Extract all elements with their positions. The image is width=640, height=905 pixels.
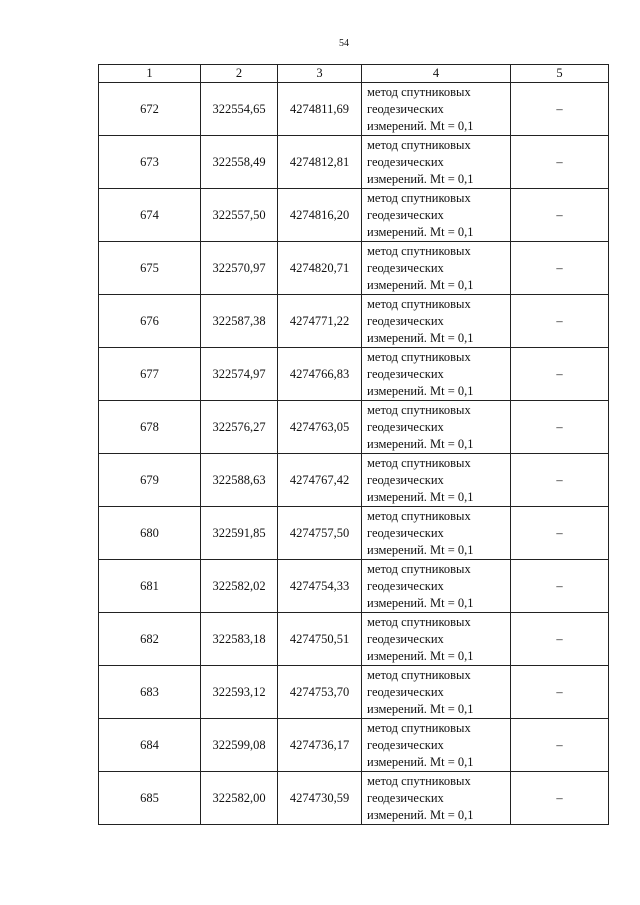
method-cell [362,83,511,136]
method-text-line: метод спутниковых [367,296,471,311]
method-text-line: измерений. Mt = 0,1 [367,754,474,769]
y-coordinate-cell: 4274816,20 [278,189,362,242]
note-cell: – [511,772,609,825]
x-coordinate-cell: 322599,08 [201,719,278,772]
method-text-line: геодезических [367,737,444,752]
x-coordinate-cell: 322557,50 [201,189,278,242]
method-cell [362,401,511,454]
method-text-line: метод спутниковых [367,84,471,99]
table-row [99,348,609,401]
method-cell [362,348,511,401]
method-cell [362,189,511,242]
method-text-line: метод спутниковых [367,773,471,788]
note-cell: – [511,560,609,613]
x-coordinate-cell: 322582,02 [201,560,278,613]
method-text-line: измерений. Mt = 0,1 [367,330,474,345]
method-text-line: геодезических [367,154,444,169]
table-row [99,666,609,719]
method-text-line: измерений. Mt = 0,1 [367,171,474,186]
page-number: 54 [339,38,349,49]
method-cell [362,666,511,719]
table-header-row [99,65,609,83]
method-text-line: измерений. Mt = 0,1 [367,648,474,663]
method-text-line: метод спутниковых [367,402,471,417]
note-cell: – [511,454,609,507]
method-text-line: геодезических [367,472,444,487]
method-cell [362,507,511,560]
point-number-cell: 684 [99,719,201,772]
method-cell [362,136,511,189]
x-coordinate-cell: 322582,00 [201,772,278,825]
y-coordinate-cell: 4274763,05 [278,401,362,454]
method-text-line: метод спутниковых [367,137,471,152]
method-text-line: измерений. Mt = 0,1 [367,224,474,239]
y-coordinate-cell: 4274811,69 [278,83,362,136]
x-coordinate-cell: 322593,12 [201,666,278,719]
column-header: 4 [362,65,511,83]
point-number-cell: 673 [99,136,201,189]
method-text-line: измерений. Mt = 0,1 [367,383,474,398]
method-text-line: метод спутниковых [367,561,471,576]
method-text-line: измерений. Mt = 0,1 [367,277,474,292]
column-header: 1 [99,65,201,83]
method-text-line: геодезических [367,525,444,540]
method-text-line: метод спутниковых [367,190,471,205]
point-number-cell: 675 [99,242,201,295]
note-cell: – [511,348,609,401]
method-text-line: геодезических [367,578,444,593]
method-text-line: геодезических [367,631,444,646]
y-coordinate-cell: 4274767,42 [278,454,362,507]
method-text-line: метод спутниковых [367,243,471,258]
method-cell [362,242,511,295]
y-coordinate-cell: 4274754,33 [278,560,362,613]
column-header: 5 [511,65,609,83]
method-text-line: измерений. Mt = 0,1 [367,595,474,610]
note-cell: – [511,295,609,348]
note-cell: – [511,189,609,242]
point-number-cell: 678 [99,401,201,454]
method-text-line: метод спутниковых [367,720,471,735]
y-coordinate-cell: 4274753,70 [278,666,362,719]
x-coordinate-cell: 322588,63 [201,454,278,507]
point-number-cell: 680 [99,507,201,560]
x-coordinate-cell: 322576,27 [201,401,278,454]
table-row [99,83,609,136]
point-number-cell: 674 [99,189,201,242]
method-text-line: измерений. Mt = 0,1 [367,489,474,504]
table-row [99,772,609,825]
y-coordinate-cell: 4274736,17 [278,719,362,772]
table-row [99,242,609,295]
note-cell: – [511,136,609,189]
note-cell: – [511,401,609,454]
note-cell: – [511,613,609,666]
method-cell [362,719,511,772]
point-number-cell: 685 [99,772,201,825]
method-text-line: метод спутниковых [367,667,471,682]
point-number-cell: 676 [99,295,201,348]
method-text-line: измерений. Mt = 0,1 [367,807,474,822]
method-text-line: измерений. Mt = 0,1 [367,436,474,451]
method-text-line: геодезических [367,419,444,434]
note-cell: – [511,507,609,560]
y-coordinate-cell: 4274812,81 [278,136,362,189]
note-cell: – [511,719,609,772]
y-coordinate-cell: 4274730,59 [278,772,362,825]
method-text-line: геодезических [367,790,444,805]
x-coordinate-cell: 322583,18 [201,613,278,666]
x-coordinate-cell: 322587,38 [201,295,278,348]
x-coordinate-cell: 322574,97 [201,348,278,401]
method-cell [362,454,511,507]
method-text-line: измерений. Mt = 0,1 [367,118,474,133]
column-header: 3 [278,65,362,83]
x-coordinate-cell: 322558,49 [201,136,278,189]
method-text-line: метод спутниковых [367,614,471,629]
y-coordinate-cell: 4274820,71 [278,242,362,295]
table-row [99,560,609,613]
method-text-line: геодезических [367,684,444,699]
method-text-line: геодезических [367,313,444,328]
table-row [99,454,609,507]
table-row [99,719,609,772]
method-text-line: геодезических [367,260,444,275]
y-coordinate-cell: 4274771,22 [278,295,362,348]
point-number-cell: 679 [99,454,201,507]
table-row [99,189,609,242]
method-text-line: геодезических [367,101,444,116]
point-number-cell: 682 [99,613,201,666]
y-coordinate-cell: 4274757,50 [278,507,362,560]
column-header: 2 [201,65,278,83]
method-cell [362,613,511,666]
method-text-line: измерений. Mt = 0,1 [367,542,474,557]
y-coordinate-cell: 4274766,83 [278,348,362,401]
table-row [99,507,609,560]
table-row [99,295,609,348]
method-text-line: измерений. Mt = 0,1 [367,701,474,716]
method-cell [362,295,511,348]
method-cell [362,560,511,613]
table-row [99,136,609,189]
table-body [99,83,609,825]
method-text-line: геодезических [367,366,444,381]
method-text-line: геодезических [367,207,444,222]
x-coordinate-cell: 322570,97 [201,242,278,295]
method-cell [362,772,511,825]
y-coordinate-cell: 4274750,51 [278,613,362,666]
point-number-cell: 681 [99,560,201,613]
method-text-line: метод спутниковых [367,349,471,364]
coordinates-table [98,64,609,825]
x-coordinate-cell: 322554,65 [201,83,278,136]
table-row [99,401,609,454]
note-cell: – [511,83,609,136]
x-coordinate-cell: 322591,85 [201,507,278,560]
point-number-cell: 683 [99,666,201,719]
point-number-cell: 677 [99,348,201,401]
note-cell: – [511,666,609,719]
method-text-line: метод спутниковых [367,455,471,470]
note-cell: – [511,242,609,295]
method-text-line: метод спутниковых [367,508,471,523]
point-number-cell: 672 [99,83,201,136]
table-row [99,613,609,666]
